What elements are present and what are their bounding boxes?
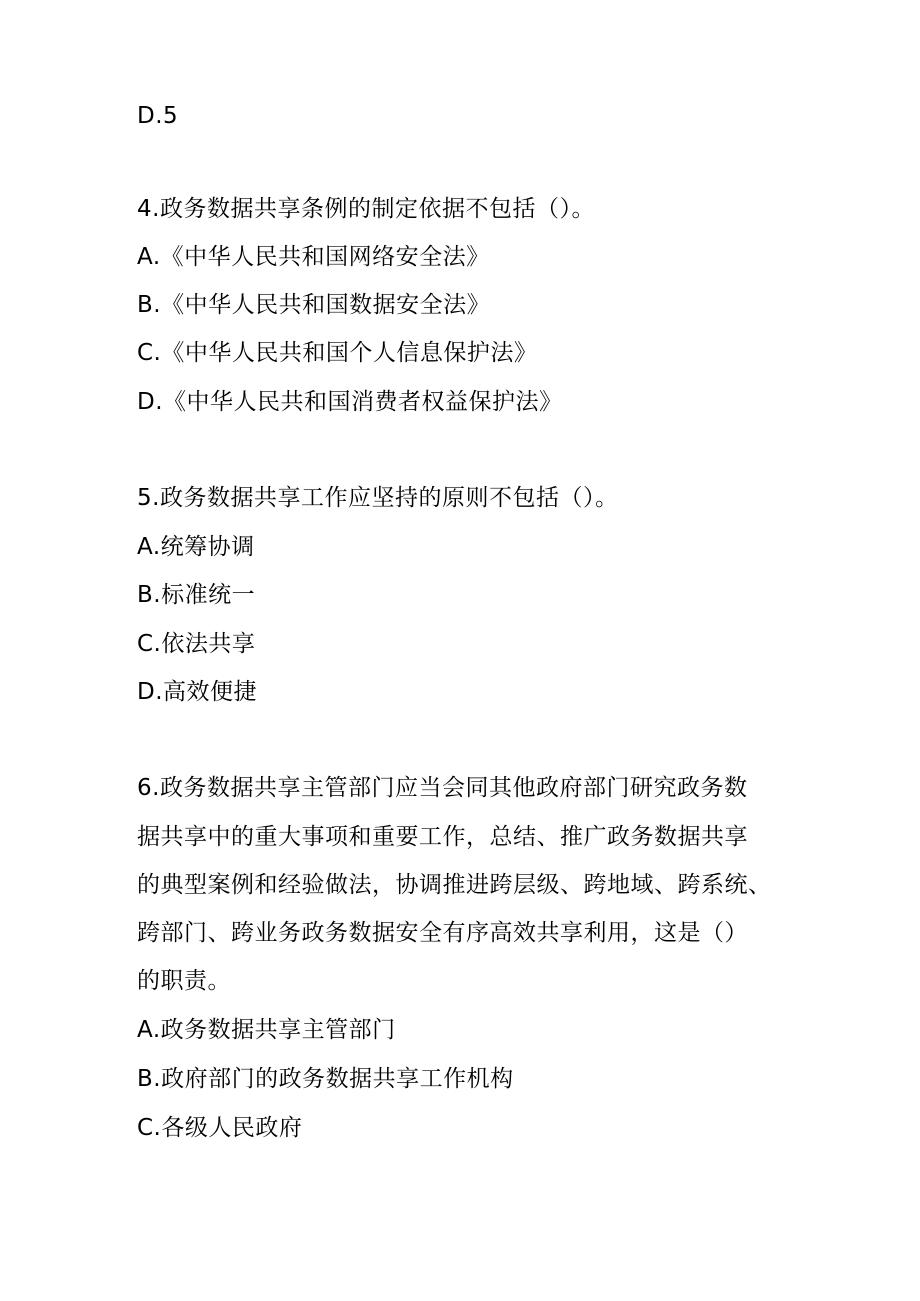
q6-question-line-1: 6.政务数据共享主管部门应当会同其他政府部门研究政务数 (137, 775, 748, 801)
q6-question-line-4: 跨部门、跨业务政务数据安全有序高效共享利用，这是（） (137, 920, 748, 946)
q5-option-b: B.标准统一 (137, 582, 256, 608)
q6-question-line-5: 的职责。 (137, 968, 231, 994)
q5-option-d: D.高效便捷 (137, 679, 258, 705)
q4-question: 4.政务数据共享条例的制定依据不包括（）。 (137, 196, 595, 222)
q6-option-b: B.政府部门的政务数据共享工作机构 (137, 1066, 514, 1092)
q3-option-d: D.5 (137, 103, 179, 129)
q6-question-line-3: 的典型案例和经验做法，协调推进跨层级、跨地域、跨系统、 (137, 872, 772, 898)
q6-question-line-2: 据共享中的重大事项和重要工作，总结、推广政务数据共享 (137, 824, 748, 850)
q4-option-a: A.《中华人民共和国网络安全法》 (137, 244, 490, 270)
q5-option-c: C.依法共享 (137, 631, 256, 657)
q4-option-d: D.《中华人民共和国消费者权益保护法》 (137, 389, 563, 415)
q6-option-a: A.政务数据共享主管部门 (137, 1017, 396, 1043)
q6-option-c: C.各级人民政府 (137, 1115, 303, 1141)
q5-option-a: A.统筹协调 (137, 534, 255, 560)
q4-option-c: C.《中华人民共和国个人信息保护法》 (137, 340, 538, 366)
q5-question: 5.政务数据共享工作应坚持的原则不包括（）。 (137, 485, 619, 511)
q4-option-b: B.《中华人民共和国数据安全法》 (137, 292, 491, 318)
